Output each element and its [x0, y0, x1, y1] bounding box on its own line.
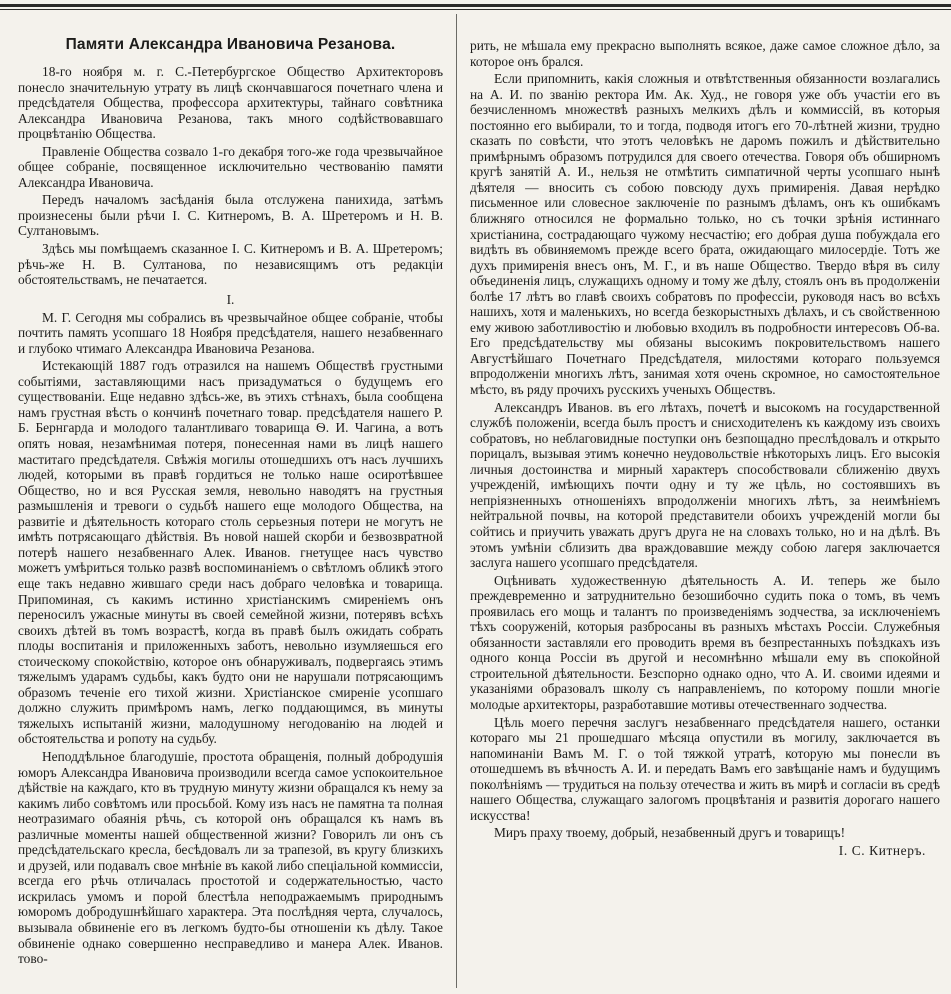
right-column	[470, 38, 940, 994]
intro-paragraph: Передъ началомъ засѣданія была отслужена панихида, затѣмъ произнесены были рѣчи І. С. Китнеромъ, В. А. Шретеромъ и Н. В. Султановымъ.	[18, 192, 443, 239]
speech-paragraph: рить, не мѣшала ему прекрасно выполнять всякое, даже самое сложное дѣло, за которое онъ брался.	[470, 38, 940, 69]
top-border-rule	[0, 4, 951, 7]
speech-paragraph: М. Г. Сегодня мы собрались въ чрезвычайное общее собраніе, чтобы почтить память усопшаго 18 Ноября предсѣдателя, нашего незабвеннаго и глубоко чтимаго Александра Ивановича Резанова.	[18, 309, 443, 356]
author-signature: І. С. Китнеръ.	[838, 842, 926, 858]
intro-paragraph: Правленіе Общества созвало 1-го декабря того-же года чрезвычайное общее собраніе, посвященное исключительно чествованію памяти Александра Ивановича.	[18, 143, 443, 190]
top-border-rule-thin	[0, 9, 951, 10]
article-title: Памяти Александра Ивановича Резанова.	[65, 36, 396, 53]
left-column	[18, 14, 443, 994]
speech-paragraph: Если припомнить, какія сложныя и отвѣтственныя обязанности возлагались на А. И. по званію ректора Им. Ак. Худ., не говоря уже объ участіи его въ безчисленномъ множествѣ разныхъ мелкихъ дѣлъ и коммиссій, въ которыя постоянно его выбирали, то и тогда, подводя итогъ его 70-лѣтней жизни, трудно сказать по совѣсти, что этотъ человѣкъ не даромъ пожилъ и дѣйствительно примѣрнымъ образомъ потрудился для своего отечества. Говоря объ обширномъ кругѣ занятій А. И., нельзя не отмѣтить симпатичной черты усопшаго нынѣ дѣятеля — вносить съ собою повсюду духъ примиренія. Давая нерѣдко письменное или словесное заключеніе по разнымъ дѣламъ, онъ къ ошибкамъ ближняго относился не формально только, но съ точки зрѣнія истиннаго христіанина, сострадающаго чужому несчастію; его добрая душа побуждала его видѣть въ обвиняемомъ прежде всего брата, ожидающаго милосердіе. Тотъ же духъ примиренія внесъ онъ, М. Г., и въ наше Общество. Твердо вѣря въ силу объединенія лицъ, служащихъ одному и тому же дѣлу, стоялъ онъ въ продолженіи болѣе 17 лѣтъ во главѣ своихъ собратовъ по профессіи, руководя насъ во всѣхъ нашихъ, хотя и маленькихъ, но всегда безкорыстныхъ дѣлахъ, и съ свойственною ему живою заботливостію и любовью входилъ въ подробности интересовъ Об-ва. Его предсѣдательству мы обязаны высокимъ покровительствомъ нашего Августѣйшаго Почетнаго Предсѣдателя, милостями котораго пользуемся впродолженіи многихъ лѣтъ, занимая хотя очень скромное, но самостоятельное мѣсто, въ ряду прочихъ русскихъ ученыхъ Обществъ.	[470, 71, 940, 398]
section-numeral: I.	[226, 291, 235, 307]
speech-paragraph: Истекающій 1887 годъ отразился на нашемъ Обществѣ грустными событіями, заставляющими насъ призадуматься о будущемъ его существованіи. Еще недавно здѣсь-же, въ этихъ стѣнахъ, была сообщена намъ грустная вѣсть о кончинѣ почетнаго товар. предсѣдателя нашего Р. Б. Бернгарда и молодого талантливаго товарища Ѳ. И. Чагина, а вотъ опять новая, незамѣнимая потеря, понесенная нами въ лицѣ нашего маститаго предсѣдателя. Свѣжія могилы отошедшихъ отъ насъ лучшихъ людей, которыми въ правѣ гордиться не только наше осиротѣвшее Общество, но и вся Русская земля, невольно наводятъ на грустныя размышленія и тревоги о судьбѣ нашего еще молодого Общества, на развитіе и дѣятельность котораго столь серьезныя потери не могутъ не имѣть потрясающаго дѣйствія. Въ новой нашей скорби и безвозвратной потерѣ нашего незабвеннаго Алек. Иванов. гнетущее насъ чувство можетъ умѣриться только развѣ воспоминаніемъ о свѣтломъ обликѣ этого еще такъ недавно жившаго среди насъ добраго человѣка и товарища. Припоминая, съ какимъ истинно христіанскимъ смиреніемъ онъ переносилъ ужасные минуты въ своей семейной жизни, потерявъ всѣхъ своихъ дѣтей въ томъ возрастѣ, когда въ правѣ былъ ожидать собрать плоды воспитанія и приложенныхъ заботъ, невольно изумляешься его стоическому спокойствію, которое онъ обнаруживалъ, подвергаясь этимъ тяжелымъ ударамъ судьбы, какъ будто они не нарушали потрясающимъ образомъ теченіе его тихой жизни. Христіанское смиреніе усопшаго должно служить примѣромъ намъ, легко поддающимся, въ минуты тяжелыхъ испытаній жизни, малодушному негодованію на людей и обстоятельства и ропоту на судьбу.	[18, 358, 443, 747]
speech-paragraph: Оцѣнивать художественную дѣятельность А. И. теперь же было преждевременно и затруднительно безошибочно судить пока о томъ, въ чемъ проявилась его мощь и талантъ по произведеніямъ зодчества, за исключеніемъ тѣхъ сооруженій, которыя разбросаны въ разныхъ мѣстахъ Россіи. Служебныя обязанности заставляли его проводить время въ безпрестанныхъ поѣздкахъ изъ одного конца Россіи въ другой и несомнѣнно мѣшали ему въ спокойной строительной дѣятельности. Безспорно однако одно, что А. И. своими идеями и указаніями образовалъ школу съ направленіемъ, по которому пошли многіе молодые архитекторы, разработавшие мотивы отечественнаго зодчества.	[470, 572, 940, 712]
closing-line: Миръ праху твоему, добрый, незабвенный другъ и товарищъ!	[494, 825, 846, 841]
speech-paragraph: Цѣль моего перечня заслугъ незабвеннаго предсѣдателя нашего, останки котораго мы 21 прошедшаго мѣсяца опустили въ могилу, заключается въ напоминаніи Вамъ М. Г. о той тяжкой утратѣ, которую мы понесли въ отошедшемъ въ вѣчность А. И. и передать Вамъ его завѣщаніе намъ и будущимъ поколѣніямъ — трудиться на пользу отечества и жить въ мирѣ и согласіи въ средѣ нашего Общества, служащаго залогомъ процвѣтанія и развитія дорогаго нашего искусства!	[470, 714, 940, 823]
speech-paragraph: Александръ Иванов. въ его лѣтахъ, почетѣ и высокомъ на государственной службѣ положеніи, всегда былъ простъ и снисходителенъ къ каждому изъ своихъ собратовъ, но неблаговидные поступки онъ безпощадно преслѣдовалъ и открыто порицалъ, вызывая этимъ конечно неудовольствіе нѣкоторыхъ лицъ. Его высокія личныя достоинства и мирный характеръ способствовали сближенію двухъ учрежденій, имѣющихъ почти одну и ту же цѣль, но состоявшихъ въ непріязненныхъ отношеніяхъ впродолженіи многихъ лѣтъ, за неимѣніемъ нейтральной почвы, на которой представители обоихъ учрежденій могли бы сойтись и приучить уважать другъ друга не на словахъ только, но и на дѣлѣ. Въ этомъ умѣніи сблизить два враждовавшие между собою лагеря заключается заслуга нашего усопшаго предсѣдателя.	[470, 399, 940, 571]
speech-paragraph: Неподдѣльное благодушіе, простота обращенія, полный добродушія юморъ Александра Ивановича производили всегда самое успокоительное дѣйствіе на каждаго, кто въ трудную минуту жизни обращался къ нему за какимъ либо совѣтомъ или просьбой. Кому изъ насъ не памятна та полная неотразимаго обаянія рѣчь, съ которой онъ обращался къ намъ въ различные моменты нашей общественной жизни? Говорилъ ли онъ съ предсѣдательскаго кресла, бесѣдовалъ ли за трапезой, въ кругу близкихъ и друзей, или подавалъ свое мнѣніе въ какой либо спеціальной коммиссіи, всегда его рѣчь отличалась простотой и содержательностью, часто искрилась умомъ и порой блестѣла неподражаемымъ природнымъ юморомъ добродушнѣйшаго характера. Эта послѣдняя черта, случалось, вызывала обвиненіе его въ легкомъ будто-бы отношеніи къ дѣлу. Такое обвиненіе однако совершенно несправедливо и манера Алек. Иванов. тово-	[18, 748, 443, 967]
intro-paragraph: Здѣсь мы помѣщаемъ сказанное І. С. Китнеромъ и В. А. Шретеромъ; рѣчь-же Н. В. Султанова, по независящимъ отъ редакціи обстоятельствамъ, не печатается.	[18, 241, 443, 288]
intro-paragraph: 18-го ноября м. г. С.-Петербургское Общество Архитекторовъ понесло значительную утрату въ лицѣ скончавшагося почетнаго члена и предсѣдателя Общества, профессора архитектуры, тайнаго совѣтника Александра Ивановича Резанова, такъ много содѣйствовавшаго процвѣтанію Общества.	[18, 64, 443, 142]
column-divider	[456, 14, 457, 988]
